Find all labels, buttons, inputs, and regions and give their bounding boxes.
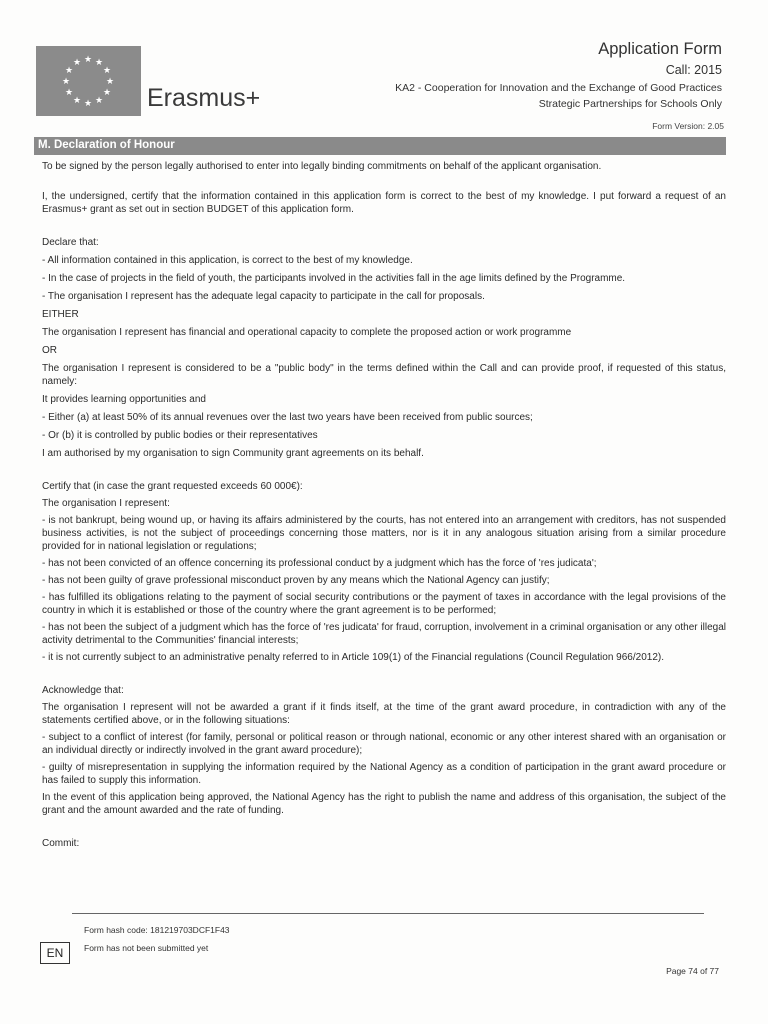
- section-header: [34, 137, 726, 155]
- footer-divider: [72, 913, 704, 914]
- erasmus-logo: [36, 46, 280, 116]
- paragraph: The organisation I represent will not be awarded a grant if it finds itself, at the time of the grant award procedure, in contradiction with any of the statements certified above, or in the following situations:: [42, 702, 726, 726]
- partnership-type: Strategic Partnerships for Schools Only: [538, 98, 722, 110]
- eu-flag-icon: [36, 46, 141, 116]
- paragraph: The organisation I represent has financial and operational capacity to complete the proposed action or work programme: [42, 327, 572, 338]
- paragraph: Acknowledge that:: [42, 685, 124, 696]
- language-badge: EN: [40, 942, 70, 964]
- declaration-body: [42, 160, 726, 850]
- svg-text:★: ★: [64, 66, 74, 76]
- list-item: - has fulfilled its obligations relating to the payment of social security contributions or the payment of taxes in accordance with the legal provisions of the country in which it is established or those of the country where the grant agreement is to be performed;: [42, 592, 726, 616]
- paragraph: It provides learning opportunities and: [42, 394, 206, 405]
- list-item: - subject to a conflict of interest (for family, personal or political reason or through national, economic or any other interest shared with an organisation or an individual directly or indirectly involved in the grant award procedure);: [42, 732, 726, 756]
- svg-text:★: ★: [61, 77, 71, 87]
- paragraph: The organisation I represent:: [42, 498, 170, 509]
- submission-status: Form has not been submitted yet: [84, 943, 209, 953]
- list-item: - Or (b) it is controlled by public bodies or their representatives: [42, 430, 318, 441]
- list-item: - is not bankrupt, being wound up, or having its affairs administered by the courts, has not entered into an arrangement with creditors, has not suspended business activities, is not the subject of proceedings concerning those matters, nor is it in any analogous situation arising from a similar procedure provided for in national legislation or regulations;: [42, 515, 726, 552]
- svg-text:★: ★: [102, 88, 112, 98]
- paragraph: Commit:: [42, 838, 80, 849]
- paragraph: OR: [42, 345, 57, 356]
- paragraph: In the event of this application being approved, the National Agency has the right to publish the name and address of this organisation, the subject of the grant and the amount awarded and the rate of funding.: [42, 792, 726, 816]
- form-hash-code: Form hash code: 181219703DCF1F43: [84, 925, 230, 935]
- section-title: M. Declaration of Honour: [38, 139, 175, 151]
- list-item: - In the case of projects in the field of youth, the participants involved in the activities fall in the age limits defined by the Programme.: [42, 273, 626, 284]
- svg-text:★: ★: [105, 77, 115, 87]
- action-type: KA2 - Cooperation for Innovation and the Exchange of Good Practices: [395, 82, 722, 94]
- form-title: Application Form: [598, 40, 722, 58]
- paragraph: The organisation I represent is considered to be a "public body" in the terms defined within the Call and can provide proof, if requested of this status, namely:: [42, 363, 726, 387]
- list-item: - has not been guilty of grave professional misconduct proven by any means which the National Agency can justify;: [42, 575, 550, 586]
- paragraph: I am authorised by my organisation to sign Community grant agreements on its behalf.: [42, 448, 424, 459]
- paragraph: I, the undersigned, certify that the information contained in this application form is correct to the best of my knowledge. I put forward a request of an Erasmus+ grant as set out in section BUDGET of this application form.: [42, 191, 726, 215]
- list-item: - All information contained in this application, is correct to the best of my knowledge.: [42, 255, 413, 266]
- svg-text:★: ★: [72, 58, 82, 68]
- call-year: Call: 2015: [665, 63, 722, 77]
- paragraph: EITHER: [42, 309, 79, 320]
- list-item: - has not been convicted of an offence concerning its professional conduct by a judgment which has the force of 'res judicata';: [42, 558, 597, 569]
- svg-text:★: ★: [83, 99, 93, 109]
- form-header: [292, 40, 722, 110]
- list-item: - it is not currently subject to an administrative penalty referred to in Article 109(1) of the Financial regulations (Council Regulation 966/2012).: [42, 652, 664, 663]
- svg-text:★: ★: [72, 96, 82, 106]
- form-version: Form Version: 2.05: [652, 121, 724, 131]
- svg-text:★: ★: [94, 58, 104, 68]
- list-item: - Either (a) at least 50% of its annual revenues over the last two years have been received from public sources;: [42, 412, 533, 423]
- svg-text:★: ★: [64, 88, 74, 98]
- svg-text:★: ★: [94, 96, 104, 106]
- paragraph: To be signed by the person legally authorised to enter into legally binding commitments on behalf of the applicant organisation.: [42, 161, 602, 172]
- svg-text:★: ★: [102, 66, 112, 76]
- paragraph: Certify that (in case the grant requested exceeds 60 000€):: [42, 481, 303, 492]
- paragraph: Declare that:: [42, 237, 99, 248]
- brand-name: Erasmus+: [147, 84, 261, 112]
- list-item: - The organisation I represent has the adequate legal capacity to participate in the call for proposals.: [42, 291, 485, 302]
- svg-text:★: ★: [83, 55, 93, 65]
- list-item: - has not been the subject of a judgment which has the force of 'res judicata' for fraud, corruption, involvement in a criminal organisation or any other illegal activity detrimental to the Communities' financial interests;: [42, 622, 726, 646]
- list-item: - guilty of misrepresentation in supplying the information required by the National Agency as a condition of participation in the grant award procedure or has failed to supply this information.: [42, 762, 726, 786]
- page-number: Page 74 of 77: [666, 966, 719, 976]
